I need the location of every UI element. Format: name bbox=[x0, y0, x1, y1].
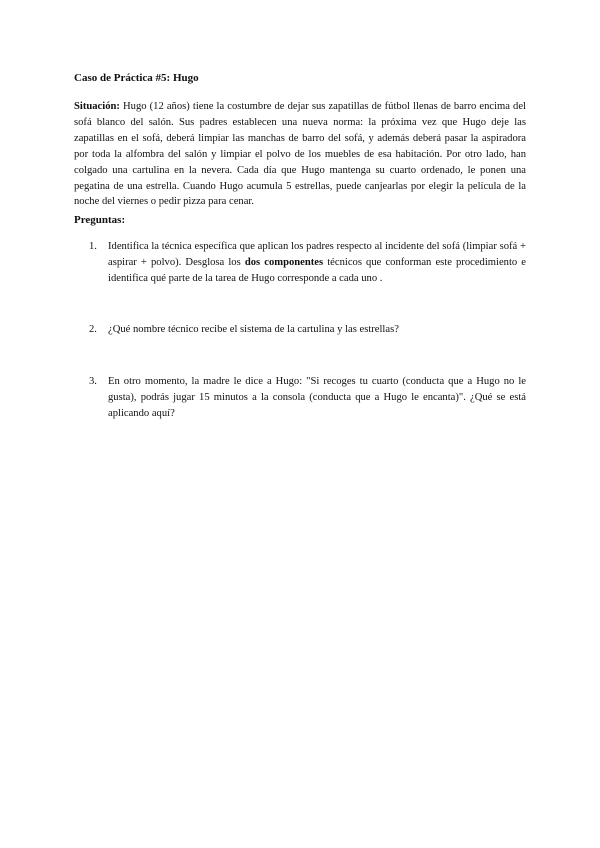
question-text: Identifica la técnica específica que aplican los padres respecto al incidente del sofá (limpiar sofá + aspirar + polvo). Desglosa los dos componentes técnicos que conforman este procedimiento e identifica qué parte de la tarea de Hugo corresponde a cada uno . bbox=[108, 241, 527, 284]
question-item-3 bbox=[89, 374, 526, 422]
question-item-1 bbox=[89, 239, 526, 287]
situation-text: Hugo (12 años) tiene la costumbre de dejar sus zapatillas de fútbol llenas de barro encima del sofá blanco del salón. Sus padres establecen una nueva norma: la próxima vez que Hugo deje las zapatillas en el sofá, deberá limpiar las manchas de barro del sofá, y además deberá pasar la aspiradora por toda la alfombra del salón y limpiar el polvo de los muebles de esa habitación. Por otro lado, han colgado una cartulina en la nevera. Cada día que Hugo mantenga su cuarto ordenado, le ponen una pegatina de una estrella. Cuando Hugo acumula 5 estrellas, puede canjearlas por elegir la película de la noche del viernes o pedir pizza para cenar. bbox=[74, 101, 526, 208]
question-text: ¿Qué nombre técnico recibe el sistema de la cartulina y las estrellas? bbox=[108, 324, 399, 335]
emphasis-text: dos componentes bbox=[244, 256, 324, 268]
situation-paragraph bbox=[74, 99, 526, 210]
question-number: 3. bbox=[89, 376, 97, 387]
question-number: 1. bbox=[89, 241, 97, 252]
questions-heading: Preguntas: bbox=[74, 214, 126, 226]
case-title: Caso de Práctica #5: Hugo bbox=[74, 72, 199, 84]
question-text: En otro momento, la madre le dice a Hugo: "Si recoges tu cuarto (conducta que a Hugo no le gusta), podrás jugar 15 minutos a la consola (conducta que a Hugo le encanta)". ¿Qué se está aplicando aquí? bbox=[108, 376, 526, 419]
question-item-2 bbox=[89, 322, 526, 338]
question-number: 2. bbox=[89, 324, 97, 335]
situation-label: Situación: bbox=[74, 101, 120, 112]
